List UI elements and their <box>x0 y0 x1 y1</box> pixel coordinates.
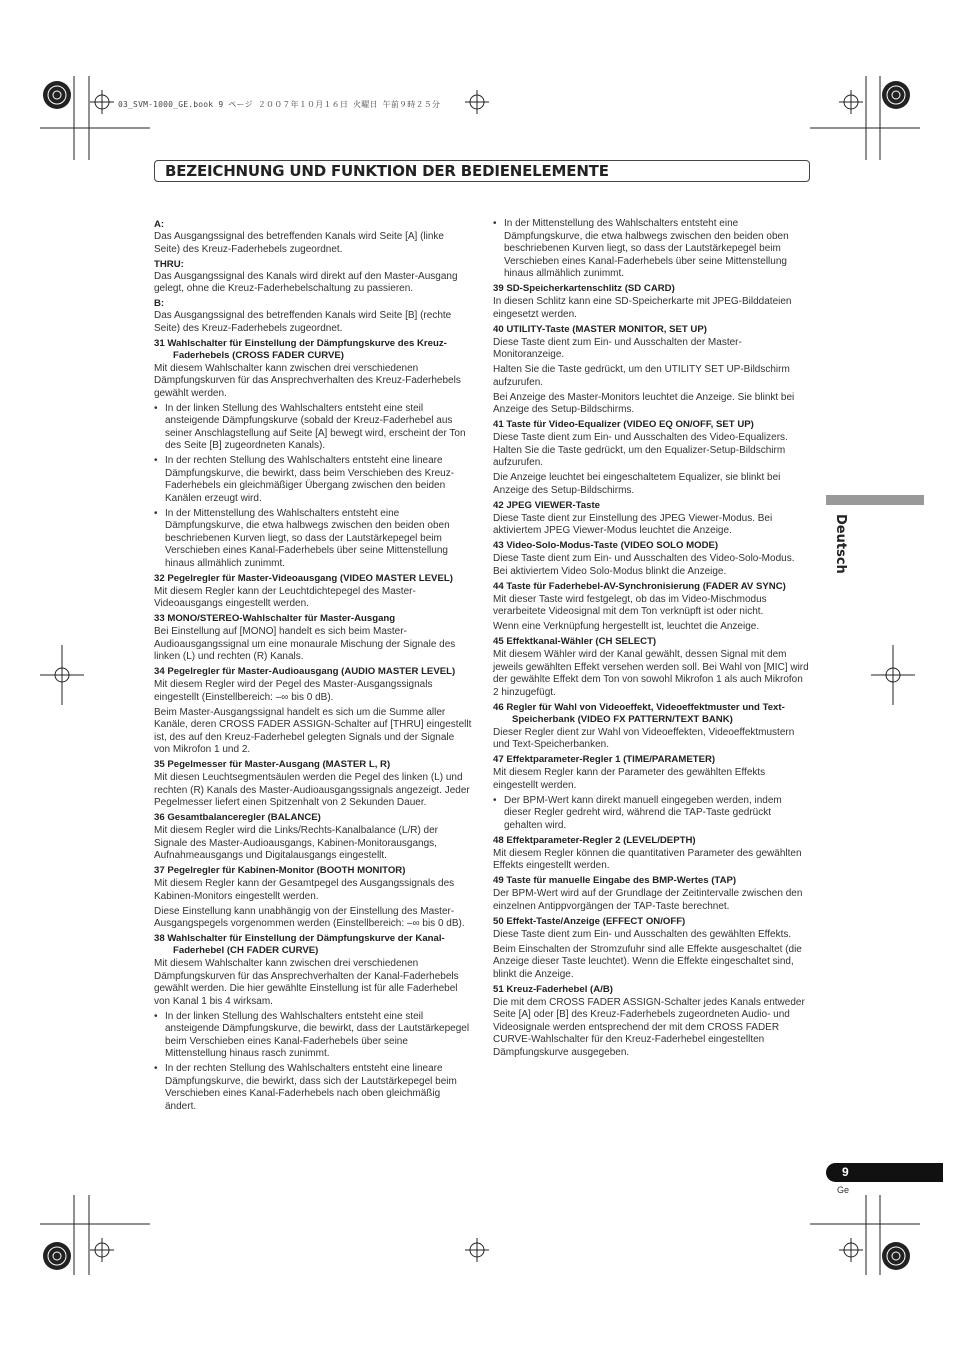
paragraph: Wenn eine Verknüpfung hergestellt ist, leuchtet die Anzeige. <box>493 621 760 632</box>
crosshair-mark <box>465 90 489 114</box>
page-number-badge <box>826 1163 943 1182</box>
crosshair-mark <box>40 645 84 705</box>
paragraph: Die mit dem CROSS FADER ASSIGN-Schalter jedes Kanals entweder Seite [A] oder [B] des Kreuz-Faderhebels zugeordneten Audio- und Videosignale werden entsprechend der mit dem CROSS FADER CURVE-Wahlschalter für den Kreuz-Faderhebel eingestellten Dämpfungskurve ausgegeben. <box>493 996 805 1058</box>
bullet-item: • In der rechten Stellung des Wahlschalters entsteht eine lineare Dämpfungskurve, die bewirkt, dass beim Verschieben des Kreuz-Faderhebels ein gleichmäßiger Übergang zwischen den beiden Kanälen erzeugt wird. <box>154 455 472 505</box>
item-heading: 34 Pegelregler für Master-Audioausgang (AUDIO MASTER LEVEL) <box>154 666 456 677</box>
paragraph: Der BPM-Wert wird auf der Grundlage der Zeitintervalle zwischen den einzelnen Antippvorgängen der TAP-Taste berechnet. <box>493 888 803 912</box>
paragraph: Mit diesem Regler kann der Gesamtpegel des Ausgangssignals des Kabinen-Monitors eingestellt werden. <box>154 878 455 902</box>
paragraph: Mit diesem Wahlschalter kann zwischen drei verschiedenen Dämpfungskurven für das Ansprechverhalten des Kreuz-Faderhebels gewählt werden. <box>154 362 461 399</box>
paragraph: Das Ausgangssignal des betreffenden Kanals wird Seite [B] (rechte Seite) des Kreuz-Faderhebels zugeordnet. <box>154 310 452 334</box>
paragraph: Mit diesem Regler kann der Leuchtdichtepegel des Master-Videoausgangs eingestellt werden. <box>154 585 416 609</box>
item-heading: 32 Pegelregler für Master-Videoausgang (VIDEO MASTER LEVEL) <box>154 572 453 584</box>
item-heading: 38 Wahlschalter für Einstellung der Dämpfungskurve der Kanal-Faderhebel (CH FADER CURVE) <box>154 933 445 956</box>
paragraph: Mit diesem Regler wird der Pegel des Master-Ausgangssignals eingestellt (Einstellbereich: –∞ bis 0 dB). <box>154 679 433 703</box>
paragraph: Bei Anzeige des Master-Monitors leuchtet die Anzeige. Sie blinkt bei Anzeige des Setup-Bildschirms. <box>493 391 795 415</box>
paragraph: Mit diesen Leuchtsegmentsäulen werden die Pegel des linken (L) und rechten (R) Kanals des Master-Audioausgangssignals angezeigt. Jeder Pegelmesser liefert einen Spitzenhalt von 2 Sekunden Dauer. <box>154 772 470 808</box>
item-heading: 35 Pegelmesser für Master-Ausgang (MASTER L, R) <box>154 759 391 770</box>
bullet-item: • In der Mittenstellung des Wahlschalters entsteht eine Dämpfungskurve, die etwa halbwegs zwischen den beiden oben beschriebenen Kurven liegt, so dass der Lautstärkepegel beim Verschieben eines Kanal-Faderhebels über seine Mittenstellung hinaus allmählich zunimmt. <box>154 508 472 571</box>
paragraph: Mit diesem Wahlschalter kann zwischen drei verschiedenen Dämpfungskurven für das Ansprechverhalten der Kanal-Faderhebels gewählt werden. Die hier gewählte Einstellung ist für alle Faderhebel von Kanal 1 bis 4 wirksam. <box>154 958 459 1007</box>
paragraph: Das Ausgangssignal des Kanals wird direkt auf den Master-Ausgang gelegt, ohne die Kreuz-Faderhebelschaltung zu passieren. <box>154 270 458 294</box>
crosshair-mark <box>871 645 915 705</box>
item-heading: 45 Effektkanal-Wähler (CH SELECT) <box>493 636 657 647</box>
paragraph: Diese Taste dient zum Ein- und Ausschalten der Master-Monitoranzeige. <box>493 336 742 360</box>
item-heading: 39 SD-Speicherkartenschlitz (SD CARD) <box>493 283 675 294</box>
item-heading: 43 Video-Solo-Modus-Taste (VIDEO SOLO MODE) <box>493 540 719 551</box>
paragraph: Das Ausgangssignal des betreffenden Kanals wird Seite [A] (linke Seite) des Kreuz-Faderhebels zugeordnet. <box>154 231 444 255</box>
paragraph: Beim Einschalten der Stromzufuhr sind alle Effekte ausgeschaltet (die Anzeige dieser Taste leuchtet). Wenn die Effekte eingeschaltet sind, blinkt die Anzeige. <box>493 943 802 980</box>
item-heading: 37 Pegelregler für Kabinen-Monitor (BOOTH MONITOR) <box>154 865 406 876</box>
paragraph: Diese Taste dient zur Einstellung des JPEG Viewer-Modus. Bei aktiviertem JPEG Viewer-Modus leuchtet die Anzeige. <box>493 512 773 536</box>
crosshair-mark <box>465 1238 489 1262</box>
bullet-item: • In der linken Stellung des Wahlschalters entsteht eine steil ansteigende Dämpfungskurve, die bewirkt, dass der Lautstärkepegel beim Verschieben eines Kanal-Faderhebels über seine Mittenstellung hinaus rasch zunimmt. <box>154 1011 472 1061</box>
paragraph: Mit dieser Taste wird festgelegt, ob das im Video-Mischmodus verarbeitete Videosignal mit dem Ton verknüpft ist oder nicht. <box>493 593 767 617</box>
item-heading: 31 Wahlschalter für Einstellung der Dämpfungskurve des Kreuz-Faderhebels (CROSS FADER CURVE) <box>154 337 447 361</box>
option-heading: A: <box>154 219 165 230</box>
item-heading: 50 Effekt-Taste/Anzeige (EFFECT ON/OFF) <box>493 915 686 927</box>
crosshair-mark <box>90 90 114 114</box>
paragraph: Diese Taste dient zum Ein- und Ausschalten des Video-Solo-Modus. Bei aktiviertem Video Solo-Modus blinkt die Anzeige. <box>493 553 795 577</box>
language-tab-bar <box>826 495 924 505</box>
sunburst-mark-br <box>882 1242 910 1270</box>
paragraph: Dieser Regler dient zur Wahl von Videoeffekten, Videoeffektmustern und Text-Speicherbanken. <box>493 726 795 750</box>
page-language-code: Ge <box>837 1185 850 1195</box>
paragraph: In diesen Schlitz kann eine SD-Speicherkarte mit JPEG-Bilddateien eingesetzt werden. <box>493 296 792 320</box>
paragraph: Mit diesem Regler können die quantitativen Parameter des gewählten Effekts eingestellt werden. <box>493 847 802 871</box>
paragraph: Diese Taste dient zum Ein- und Ausschalten des gewählten Effekts. <box>493 928 792 940</box>
item-heading: 42 JPEG VIEWER-Taste <box>493 499 600 511</box>
sunburst-mark-tr <box>882 81 910 109</box>
sunburst-mark-tl <box>43 81 71 109</box>
crosshair-mark <box>839 90 863 114</box>
page-title: BEZEICHNUNG UND FUNKTION DER BEDIENELEMENTE <box>165 162 609 180</box>
paragraph: Beim Master-Ausgangssignal handelt es sich um die Summe aller Kanäle, deren CROSS FADER ASSIGN-Schalter auf [THRU] eingestellt ist, des auf den Kreuz-Faderhebel gelegten Signals und der Signale von Mikrofon 1 und 2. <box>154 706 472 755</box>
paragraph: Diese Einstellung kann unabhängig von der Einstellung des Master-Ausgangspegels vorgenommen werden (Einstellbereich: –∞ bis 0 dB). <box>154 905 465 929</box>
item-heading: 46 Regler für Wahl von Videoeffekt, Videoeffektmuster und Text-Speicherbank (VIDEO FX PATTERN/TEXT BANK) <box>493 701 785 725</box>
item-heading: 47 Effektparameter-Regler 1 (TIME/PARAMETER) <box>493 754 716 765</box>
page-number: 9 <box>842 1165 849 1179</box>
print-info-line: 03_SVM-1000_GE.book 9 ページ ２００７年１０月１６日 火曜日 午前９時２５分 <box>118 100 441 109</box>
bullet-item: • In der rechten Stellung des Wahlschalters entsteht eine lineare Dämpfungskurve, die bewirkt, dass sich der Lautstärkepegel beim Verschieben eines Kanal-Faderhebels nach oben gleichmäßig ändert. <box>154 1063 472 1113</box>
paragraph: Mit diesem Wähler wird der Kanal gewählt, dessen Signal mit dem jeweils gewählten Effekt versehen werden soll. Bei Wahl von [MIC] wird der gewählte Effekt dem Ton von sowohl Mikrofon 1 als auch Mikrofon 2 hinzugefügt. <box>493 649 809 698</box>
paragraph: Mit diesem Regler kann der Parameter des gewählten Effekts eingestellt werden. <box>493 767 766 791</box>
item-heading: 44 Taste für Faderhebel-AV-Synchronisierung (FADER AV SYNC) <box>493 580 786 592</box>
left-column <box>154 218 472 1116</box>
paragraph: Die Anzeige leuchtet bei eingeschaltetem Equalizer, sie blinkt bei Anzeige des Setup-Bildschirms. <box>493 472 781 496</box>
bullet-item: • Der BPM-Wert kann direkt manuell eingegeben werden, indem dieser Regler gedreht wird, während die TAP-Taste gedrückt gehalten wird. <box>493 795 811 833</box>
paragraph: Halten Sie die Taste gedrückt, um den UTILITY SET UP-Bildschirm aufzurufen. <box>493 364 790 388</box>
option-heading: THRU: <box>154 258 184 270</box>
item-heading: 40 UTILITY-Taste (MASTER MONITOR, SET UP) <box>493 323 707 335</box>
paragraph: Mit diesem Regler wird die Links/Rechts-Kanalbalance (L/R) der Signale des Master-Audioausgangs, Kabinen-Monitorausgangs, Aufnahmeausgangs und Digitalausgangs eingestellt. <box>154 825 439 861</box>
option-heading: B: <box>154 298 165 309</box>
item-heading: 48 Effektparameter-Regler 2 (LEVEL/DEPTH) <box>493 834 696 846</box>
item-heading: 49 Taste für manuelle Eingabe des BMP-Wertes (TAP) <box>493 875 737 886</box>
item-heading: 41 Taste für Video-Equalizer (VIDEO EQ ON/OFF, SET UP) <box>493 419 754 430</box>
section-header <box>154 160 810 182</box>
crosshair-mark <box>90 1238 114 1262</box>
language-label: Deutsch <box>833 514 848 574</box>
paragraph: Diese Taste dient zum Ein- und Ausschalten des Video-Equalizers. Halten Sie die Taste gedrückt, um den Equalizer-Setup-Bildschirm aufzurufen. <box>493 432 788 468</box>
item-heading: 51 Kreuz-Faderhebel (A/B) <box>493 983 613 995</box>
bullet-item: • In der linken Stellung des Wahlschalters entsteht eine steil ansteigende Dämpfungskurve (sobald der Kreuz-Faderhebel aus seiner Anschlagstellung auf Seite [A] bewegt wird, erscheint der Ton des Seite [B] zugeordneten Kanals). <box>154 403 472 453</box>
item-heading: 36 Gesamtbalanceregler (BALANCE) <box>154 812 321 823</box>
paragraph: Bei Einstellung auf [MONO] handelt es sich beim Master-Audioausgangssignal um eine monaurale Mischung der Signale des linken (L) und rechten (R) Kanals. <box>154 626 456 662</box>
crosshair-mark <box>839 1238 863 1262</box>
right-column <box>493 218 811 1062</box>
sunburst-mark-bl <box>43 1242 71 1270</box>
bullet-item: • In der Mittenstellung des Wahlschalters entsteht eine Dämpfungskurve, die etwa halbwegs zwischen den beiden oben beschriebenen Kurven liegt, so dass der Lautstärkepegel beim Verschieben eines Kanal-Faderhebels über seine Mittenstellung hinaus allmählich zunimmt. <box>493 218 811 281</box>
item-heading: 33 MONO/STEREO-Wahlschalter für Master-Ausgang <box>154 613 396 624</box>
